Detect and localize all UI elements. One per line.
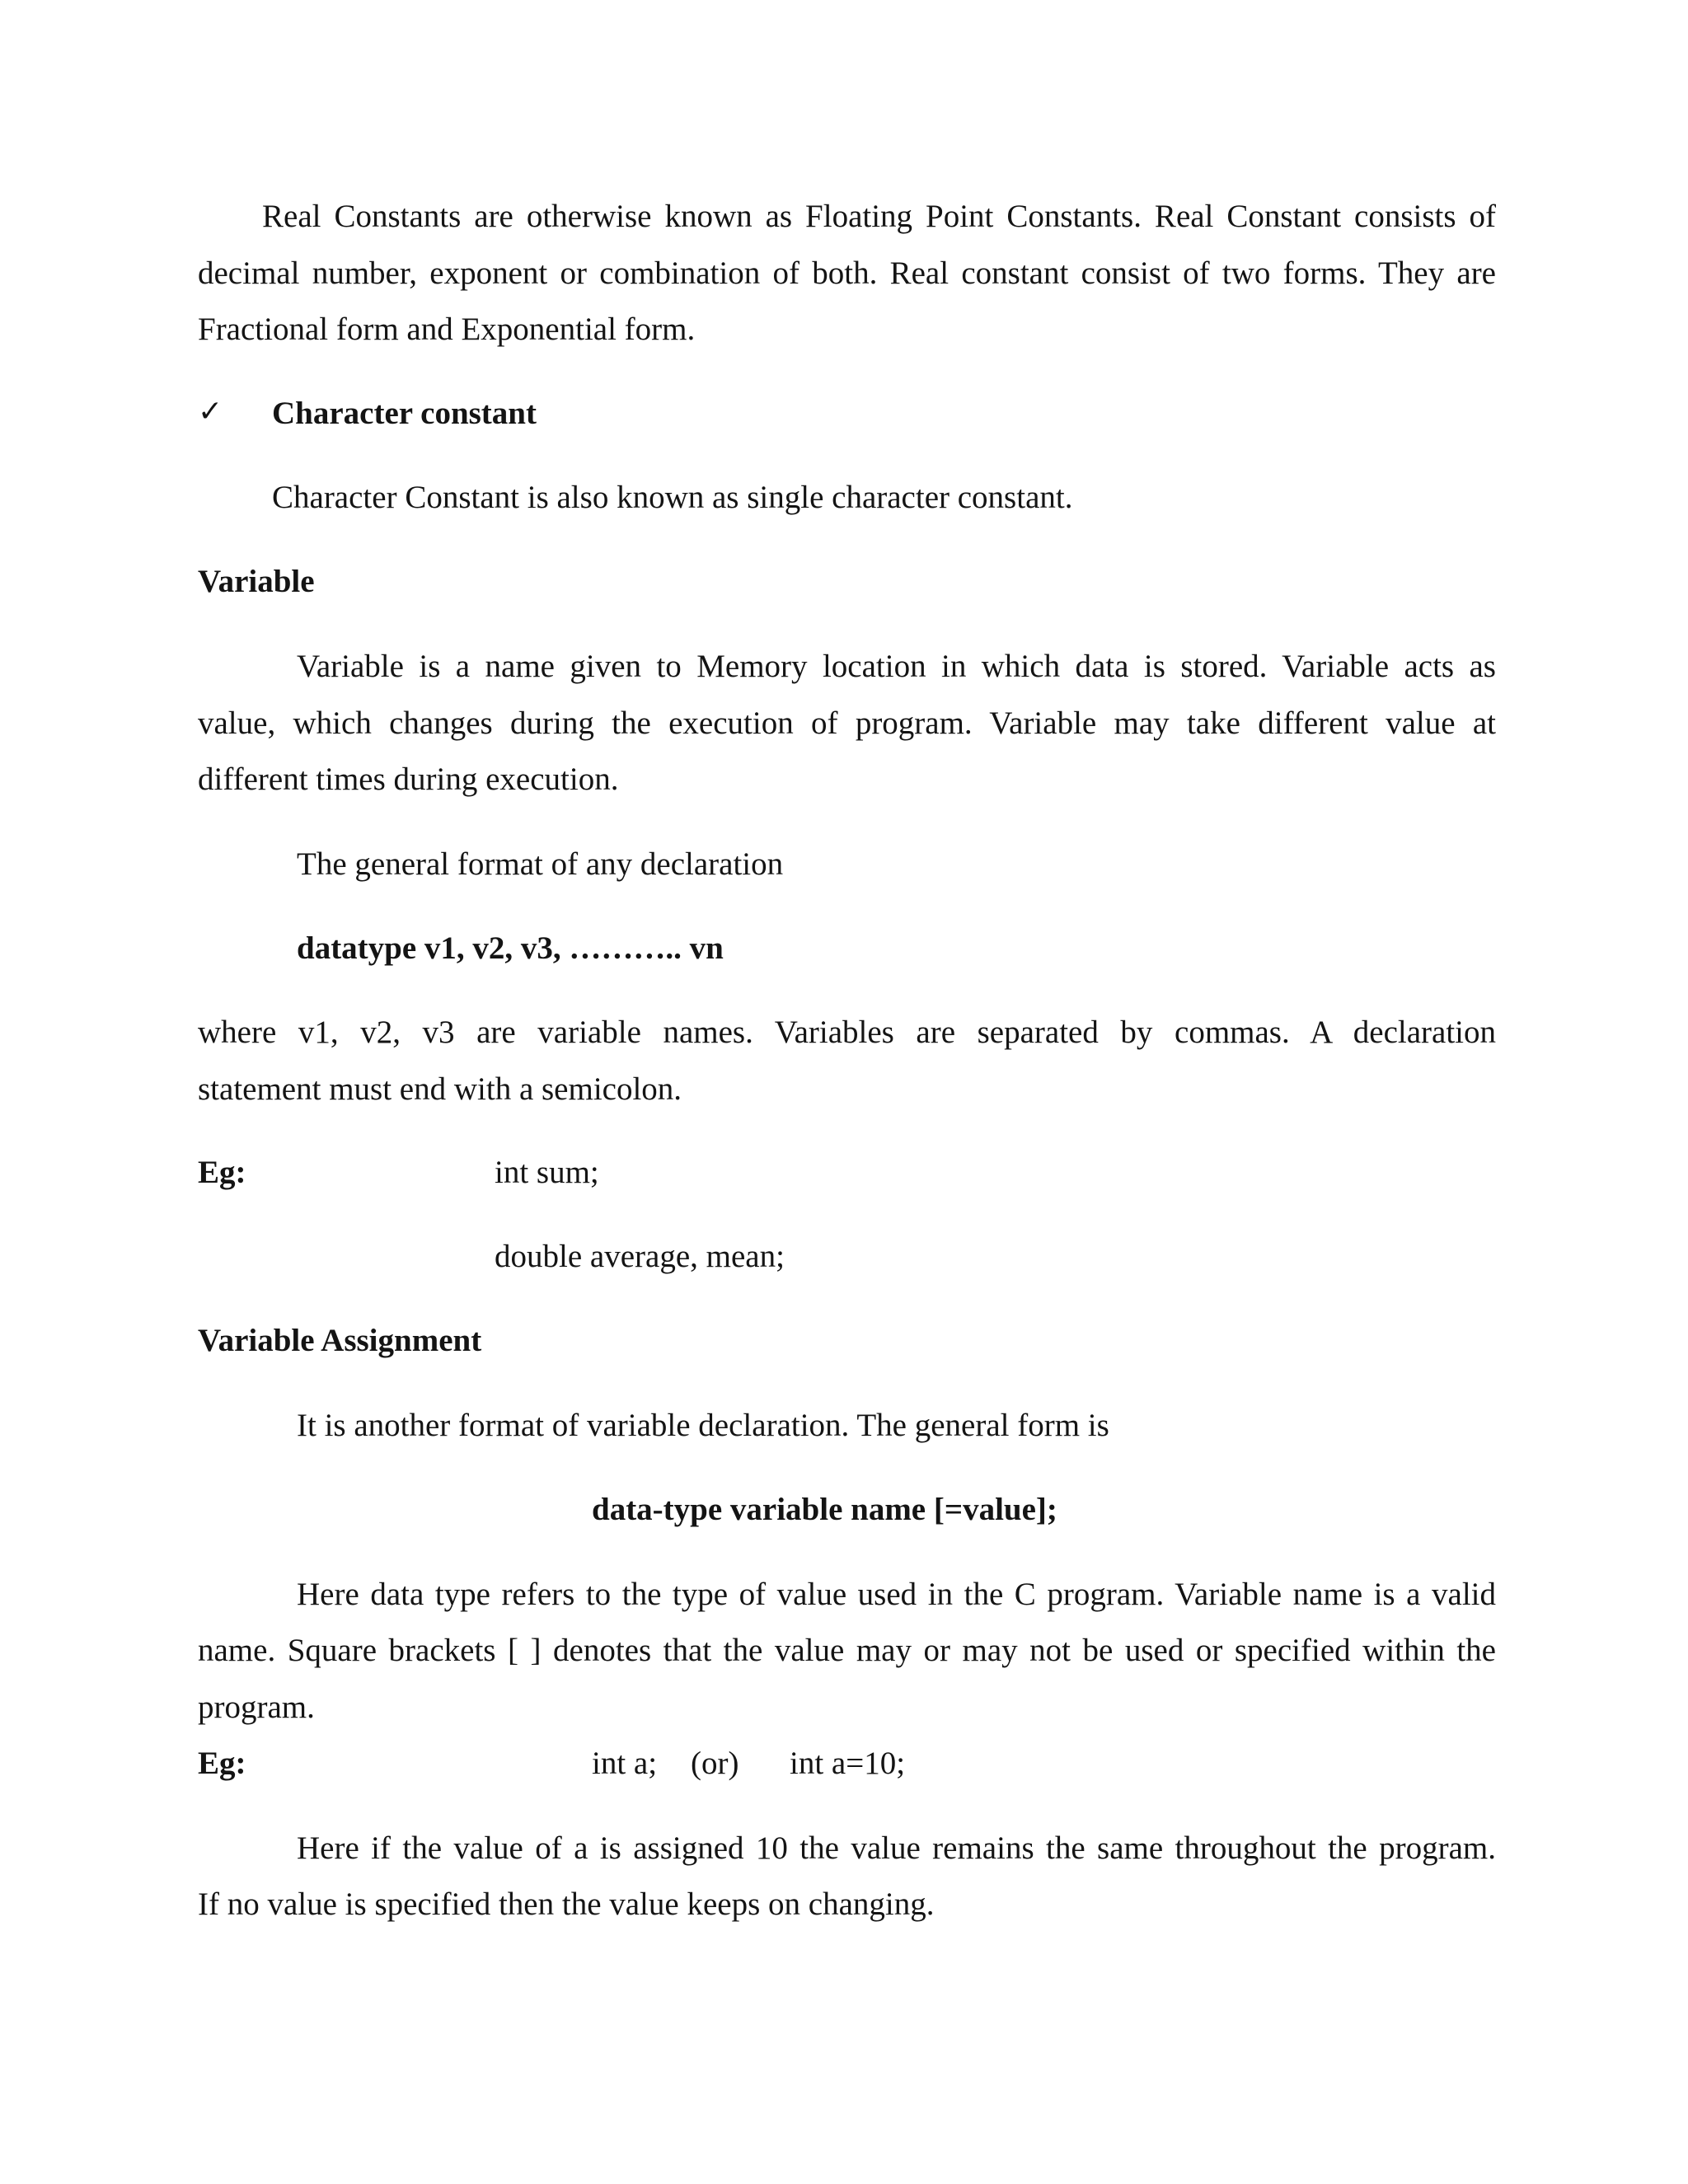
paragraph-line: different times during execution. xyxy=(198,762,619,797)
code-example: (or) xyxy=(691,1746,739,1781)
paragraph-line: Here if the value of a is assigned 10 the value remains the same throughout the program. xyxy=(297,1830,1496,1866)
paragraph-line: Variable is a name given to Memory location in which data is stored. Variable acts as xyxy=(297,649,1496,684)
paragraph-line: name. Square brackets [ ] denotes that the value may or may not be used or specified within the xyxy=(198,1633,1496,1668)
paragraph-line: decimal number, exponent or combination of both. Real constant consist of two forms. They are xyxy=(198,255,1496,291)
code-example: int sum; xyxy=(495,1155,599,1190)
paragraph-line: where v1, v2, v3 are variable names. Variables are separated by commas. A declaration xyxy=(198,1015,1496,1050)
paragraph-line: If no value is specified then the value keeps on changing. xyxy=(198,1886,935,1922)
syntax-format: datatype v1, v2, v3, ……….. vn xyxy=(297,930,724,966)
code-example: int a; xyxy=(592,1746,658,1781)
paragraph-line: Real Constants are otherwise known as Floating Point Constants. Real Constant consists of xyxy=(262,199,1496,234)
section-heading: Variable Assignment xyxy=(198,1323,482,1358)
paragraph-line: The general format of any declaration xyxy=(297,846,784,882)
example-label: Eg: xyxy=(198,1155,246,1190)
syntax-format: data-type variable name [=value]; xyxy=(592,1492,1057,1527)
paragraph-line: Fractional form and Exponential form. xyxy=(198,312,696,347)
paragraph-line: Here data type refers to the type of value used in the C program. Variable name is a valid xyxy=(297,1577,1496,1612)
code-example: int a=10; xyxy=(790,1746,906,1781)
section-heading: Variable xyxy=(198,564,315,599)
paragraph-line: program. xyxy=(198,1690,315,1725)
paragraph-line: statement must end with a semicolon. xyxy=(198,1071,682,1107)
paragraph-line: Character Constant is also known as single character constant. xyxy=(272,480,1073,515)
example-label: Eg: xyxy=(198,1746,246,1781)
section-heading: Character constant xyxy=(272,396,537,431)
checkmark-icon: ✓ xyxy=(198,395,223,429)
code-example: double average, mean; xyxy=(495,1239,785,1274)
paragraph-line: value, which changes during the execution of program. Variable may take different value at xyxy=(198,705,1496,741)
paragraph-line: It is another format of variable declaration. The general form is xyxy=(297,1408,1109,1443)
